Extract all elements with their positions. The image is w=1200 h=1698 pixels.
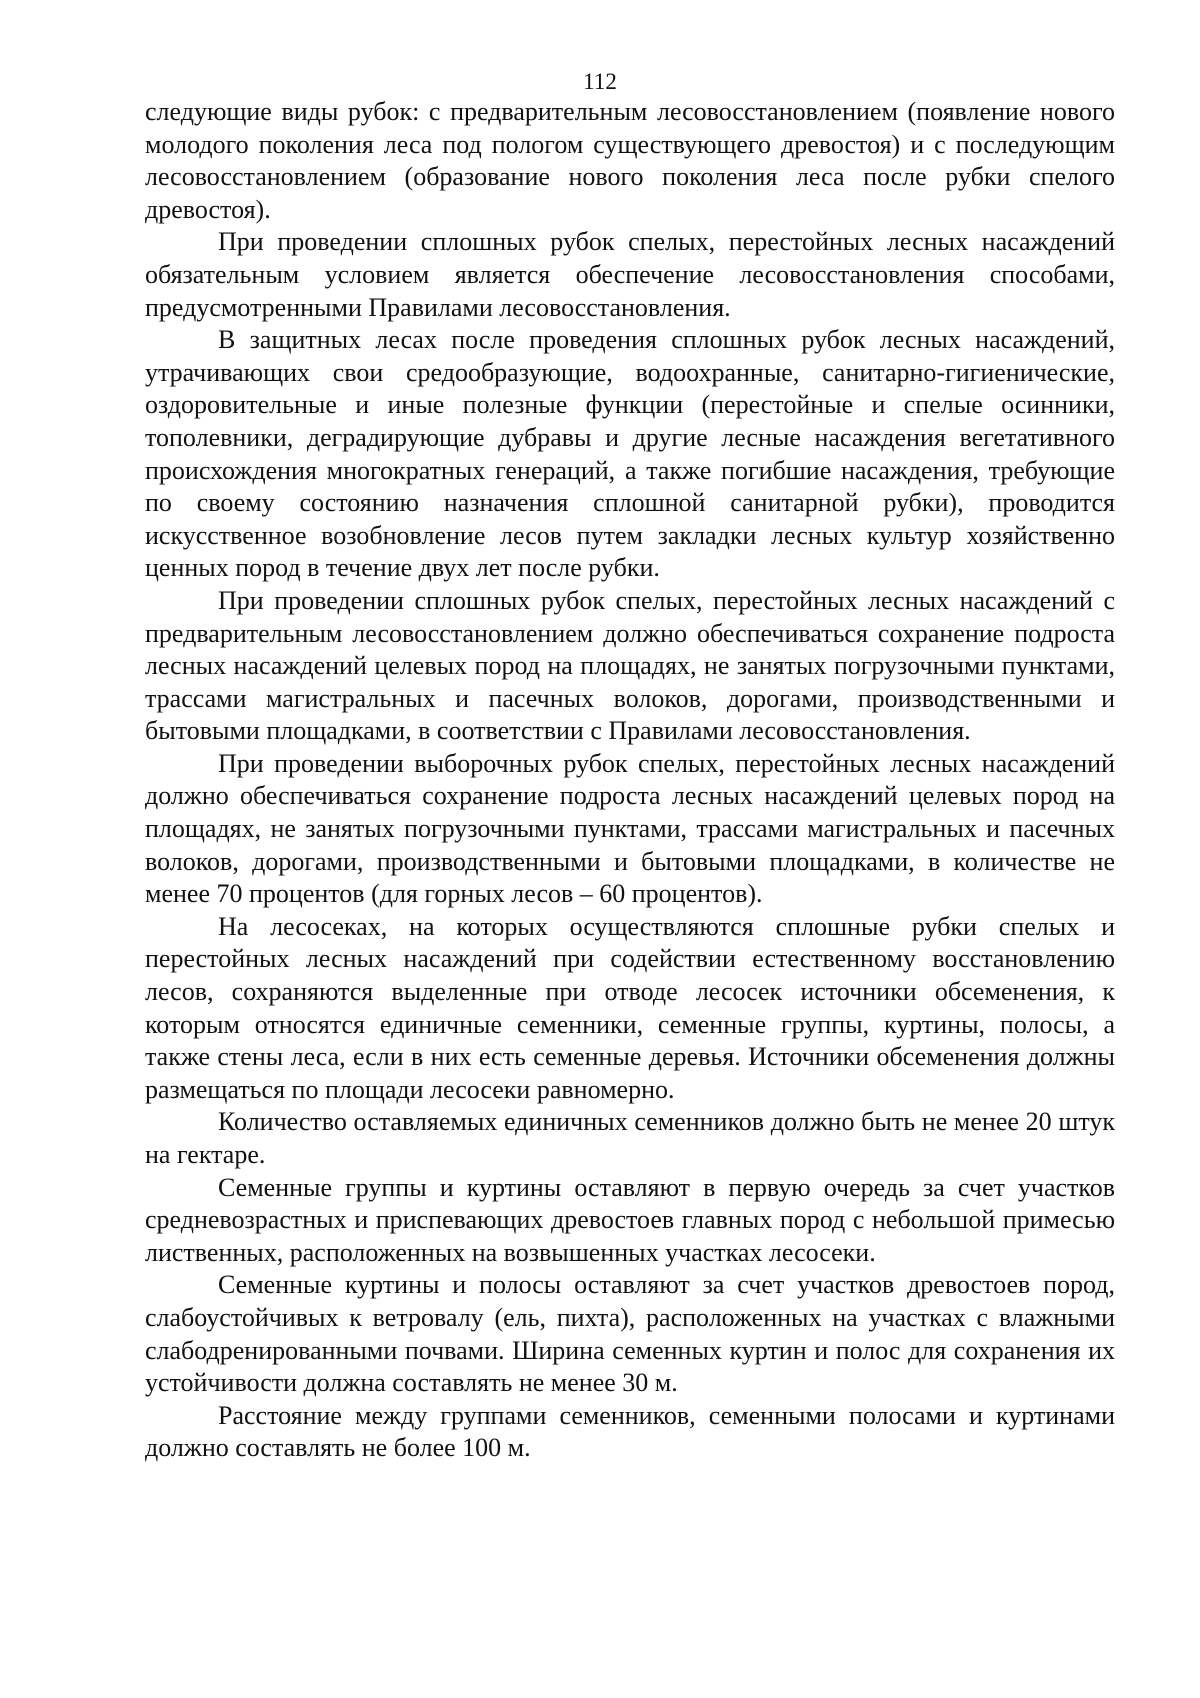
paragraph-seed-groups: Семенные группы и куртины оставляют в первую очередь за счет участков средневозрастных и приспевающих древостоев главных пород с небольшой примесью лиственных, расположенных на возвышенных участках лесосеки.	[145, 1172, 1115, 1267]
paragraph-clear-cutting-reforestation: При проведении сплошных рубок спелых, перестойных лесных насаждений обязательным условием является обеспечение лесовосстановления способами, предусмотренными Правилами лесовосстановления.	[145, 227, 1115, 322]
paragraph-protective-forests: В защитных лесах после проведения сплошных рубок лесных насаждений, утрачивающих свои средообразующие, водоохранные, санитарно-гигиенические, оздоровительные и иные полезные функции (перестойные и спелые осинники, тополевники, деградирующие дубравы и другие лесные насаждения вегетативного происхождения многократных генераций, а также погибшие насаждения, требующие по своему состоянию назначения сплошной санитарной рубки), проводится искусственное возобновление лесов путем закладки лесных культур хозяйственно ценных пород в течение двух лет после рубки.	[145, 325, 1115, 583]
paragraph-seed-strips: Семенные куртины и полосы оставляют за счет участков древостоев пород, слабоустойчивых к ветровалу (ель, пихта), расположенных на участках с влажными слабодренированными почвами. Ширина семенных куртин и полос для сохранения их устойчивости должна составлять не менее 30 м.	[145, 1270, 1115, 1398]
paragraph-undergrowth-preservation: При проведении сплошных рубок спелых, перестойных лесных насаждений с предварительным лесовосстановлением должно обеспечиваться сохранение подроста лесных насаждений целевых пород на площадях, не занятых погрузочными пунктами, трассами магистральных и пасечных волоков, дорогами, производственными и бытовыми площадками, в соответствии с Правилами лесовосстановления.	[145, 585, 1115, 746]
paragraph-seed-distance: Расстояние между группами семенников, семенными полосами и куртинами должно составлять не более 100 м.	[145, 1400, 1115, 1463]
paragraph-seed-sources: На лесосеках, на которых осуществляются сплошные рубки спелых и перестойных лесных насаждений при содействии естественному восстановлению лесов, сохраняются выделенные при отводе лесосек источники обсеменения, к которым относятся единичные семенники, семенные группы, куртины, полосы, а также стены леса, если в них есть семенные деревья. Источники обсеменения должны размещаться по площади лесосеки равномерно.	[145, 911, 1115, 1104]
page-number: 112	[583, 69, 617, 94]
paragraph-selective-cutting: При проведении выборочных рубок спелых, перестойных лесных насаждений должно обеспечиваться сохранение подроста лесных насаждений целевых пород на площадях, не занятых погрузочными пунктами, трассами магистральных и пасечных волоков, дорогами, производственными и бытовыми площадками, в количестве не менее 70 процентов (для горных лесов – 60 процентов).	[145, 748, 1115, 909]
document-body	[145, 96, 1115, 1465]
paragraph-seed-tree-count: Количество оставляемых единичных семенников должно быть не менее 20 штук на гектаре.	[145, 1107, 1115, 1169]
paragraph-cutting-types-continuation: следующие виды рубок: с предварительным лесовосстановлением (появление нового молодого поколения леса под пологом существующего древостоя) и с последующим лесовосстановлением (образование нового поколения леса после рубки спелого древостоя).	[145, 97, 1115, 224]
